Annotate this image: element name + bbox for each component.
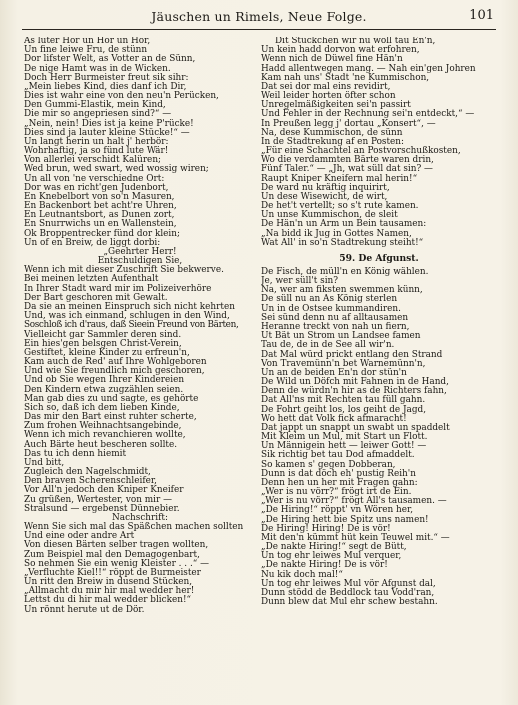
text-line: Raupt Kniper Kneifern mal herin!“ bbox=[261, 173, 418, 184]
text-line: In Preußen legg j' dortau „Konsert“, — bbox=[261, 118, 436, 129]
text-line: Hadd allentwegen mang. — Nah ein'gen Johren bbox=[261, 63, 476, 74]
text-line: Wenn ich mich revanchieren wollte, bbox=[24, 430, 186, 441]
text-line: In de Stadtrekung af en Posten: bbox=[261, 136, 405, 147]
text-line: Dies sind ja lauter kleine Stücke!“ — bbox=[24, 127, 190, 138]
text-line: Un an de beiden En'n dor stün'n bbox=[261, 367, 407, 378]
text-line: Soschloß ich d'raus, daß Sieein Freund von Bärten, bbox=[24, 320, 239, 331]
text-line: Und eine oder andre Art bbox=[24, 531, 135, 542]
text-line: Zu grüßen, Wertester, von mir — bbox=[24, 494, 172, 505]
text-line: Un tog ehr leiwes Mul vör Afgunst dal, bbox=[261, 578, 436, 589]
text-line: Mit Kleim un Mul, mit Start un Flott. bbox=[261, 432, 428, 443]
text-line: Die mir so angepriesen sind?“ — bbox=[24, 109, 172, 120]
text-line: „Wer is nu vörr?“ frögt irt de Ein. bbox=[261, 487, 412, 498]
text-line: Sich so, daß ich dem lieben Kinde, bbox=[24, 402, 180, 413]
text-line: Stralsund — ergebenst Dünnebier. bbox=[24, 503, 180, 514]
text-line: „De nakte Hiring!“ segt de Bütt, bbox=[261, 542, 407, 553]
running-title: Jäuschen un Rimels, Neue Folge. bbox=[151, 9, 367, 24]
text-line: Na, dese Kummischon, de sünn bbox=[261, 127, 403, 138]
text-line: De Hän'n un Arm un Bein tausamen: bbox=[261, 219, 427, 230]
text-line: Un in de Ostsee kummandiren. bbox=[261, 303, 401, 314]
text-line: „De Hiring hett bie Spitz uns namen! bbox=[261, 514, 429, 525]
text-line: Und bitt, bbox=[24, 457, 65, 468]
page-header bbox=[22, 7, 496, 30]
text-line: Gestiftet, kleine Kinder zu erfreun'n, bbox=[24, 347, 190, 358]
text-line: Wat All' in so'n Stadtrekung steiht!“ bbox=[261, 237, 424, 248]
text-line: De ward nu kräftig inquirirt, bbox=[261, 182, 390, 193]
text-line: „Wer is nu vörr?“ frögt All's tausamen. — bbox=[261, 496, 447, 507]
text-line: Den braven Scherenschleifer, bbox=[24, 476, 157, 487]
text-line: Dor was en richt'gen Judenbort, bbox=[24, 182, 169, 193]
text-line: Vor All'n jedoch den Kniper Kneifer bbox=[24, 485, 184, 496]
text-line: Das mir den Bart einst ruhter scherte, bbox=[24, 412, 197, 423]
text-line: En Leutnantsbort, as Dunen zort, bbox=[24, 210, 175, 221]
text-line: Auch Bärte heut bescheren sollte. bbox=[24, 439, 178, 450]
text-line: Un Männigein hett — leiwer Gott! — bbox=[261, 441, 427, 452]
text-line: En Backenbort bet acht're Uhren, bbox=[24, 201, 177, 212]
text-line: So kamen s' gegen Dobberan, bbox=[261, 459, 396, 470]
text-line: Den Kindern etwa zugzählen seien. bbox=[24, 384, 184, 395]
text-line: Von diesen Bärten selber tragen wollten, bbox=[24, 540, 209, 551]
text-line: Der Bart geschoren mit Gewalt. bbox=[24, 292, 168, 303]
text-line: De Wild un Döfch mit Fahnen in de Hand, bbox=[261, 377, 449, 388]
text-line: Un unse Kummischon, de sleit bbox=[261, 210, 398, 221]
text-line: Wenn nich de Düwel fine Hän'n bbox=[261, 54, 403, 65]
text-line: Von Travemünn'n bet Warnemünn'n, bbox=[261, 358, 426, 369]
text-line: Ein hies'gen belsgen Christ-Verein, bbox=[24, 338, 182, 349]
text-line: „De nakte Hiring! De is vör! bbox=[261, 560, 388, 571]
text-line: Und wie Sie freundlich mich geschoren, bbox=[24, 366, 205, 377]
text-line: Lettst du di hir mal wedder blicken!“ bbox=[24, 595, 192, 606]
page-number: 101 bbox=[469, 8, 494, 23]
text-line: Heranne treckt von nah un fiern, bbox=[261, 321, 410, 332]
text-line: As luter Hor un Hor un Hor, bbox=[24, 37, 151, 46]
text-line: Dunn is dat döch eh' pustig Reih'n bbox=[261, 468, 416, 479]
text-line: Zugleich den Nagelschmidt, bbox=[24, 467, 151, 478]
text-line: Dat jappt un snappt un swabt un spaddelt bbox=[261, 422, 450, 433]
text-line: Den Gummi-Elastik, mein Kind, bbox=[24, 100, 166, 111]
text-line: Nu kik doch mal!“ bbox=[261, 569, 343, 580]
text-line: Das tu ich denn hiemit bbox=[24, 448, 127, 459]
text-line: En Knebelbort von so'n Masuren, bbox=[24, 191, 175, 202]
text-line: „De Hiring!“ röppt' vn Wören her, bbox=[261, 505, 414, 516]
text-line: Zum Beispiel mal den Demagogenbart, bbox=[24, 549, 200, 560]
text-line: „Mein liebes Kind, dies danf ich Dir, bbox=[24, 81, 187, 92]
text-line: „Na bidd ik Jug in Gottes Namen, bbox=[261, 228, 412, 239]
text-line: Fünf Taler.“ — „Jh, wat süll dat sin? — bbox=[261, 164, 433, 175]
text-line: Ok Broppentrecker fünd dor klein; bbox=[24, 228, 180, 239]
text-line: Dunn blew dat Mul ehr schew bestahn. bbox=[261, 597, 438, 608]
text-line: Un all von 'ne verschiedne Ort: bbox=[24, 173, 165, 184]
text-line: Dit Stückchen wir nu woll tau En'n, bbox=[275, 37, 436, 46]
text-line: Kam auch de Red' auf Ihre Wohlgeboren bbox=[24, 357, 207, 368]
section-heading: 59. De Afgunst. bbox=[339, 252, 419, 264]
text-line: Vielleicht gar Sammler deren sind. bbox=[24, 329, 182, 340]
text-line: Bei meinen letzten Aufenthalt bbox=[24, 274, 159, 285]
text-line: Wed brun, wed swart, wed wossig wiren; bbox=[24, 164, 209, 175]
text-line: Zum frohen Weihnachtsangebinde, bbox=[24, 421, 182, 432]
right-text-column bbox=[261, 37, 497, 607]
text-line: Entschuldigen Sie, bbox=[97, 256, 183, 267]
left-text-column bbox=[24, 37, 256, 615]
text-line: Dat Mal würd prickt entlang den Strand bbox=[261, 349, 443, 360]
text-line: De Fisch, de müll'n en König wählen. bbox=[261, 266, 429, 277]
text-line: Da sie an meinen Einspruch sich nicht kehrten bbox=[24, 301, 235, 312]
text-line: Denn de würdn'n hir as de Richters fahn, bbox=[261, 386, 447, 397]
text-line: Sik richtig bet tau Dod afmaddelt. bbox=[261, 450, 415, 461]
text-line: Un fine leiwe Fru, de stünn bbox=[24, 45, 148, 56]
text-line: Un tog ehr leiwes Mul verquer, bbox=[261, 551, 402, 562]
text-line: Unregelmäßigkeiten sei'n passirt bbox=[261, 100, 411, 111]
text-line: In Ihrer Stadt ward mir im Polizeiverhöre bbox=[24, 283, 212, 294]
text-line: Je, wer süll't sin? bbox=[261, 276, 339, 287]
text-line: Dat All'ns mit Rechten tau füll gahn. bbox=[261, 395, 426, 406]
text-line: Kam nah uns' Stadt 'ne Kummischon, bbox=[261, 72, 430, 83]
text-line: „Geehrter Herr! bbox=[103, 246, 177, 257]
text-line: Von allerlei verschidt Kalüren; bbox=[24, 155, 162, 166]
text-line: Sei sünd denn nu af alltausamen bbox=[261, 312, 409, 323]
text-line: De Fohrt geiht los, los geiht de Jagd, bbox=[261, 404, 427, 415]
text-line: „Allmacht du mir hir mal wedder her! bbox=[24, 586, 195, 597]
text-line: Ut Bät un Strom un Landsee famen bbox=[261, 331, 421, 342]
text-line: Wenn ich mit dieser Zuschrift Sie bekwerve. bbox=[24, 265, 224, 276]
text-line: Un dese Wisewicht, de wirt, bbox=[261, 191, 388, 202]
text-line: Wohrhaftig, ja so fünd lute Wär! bbox=[24, 146, 169, 157]
text-line: So nehmen Sie ein wenig Kleister . . .“ — bbox=[24, 558, 209, 569]
text-line: Wenn Sie sich mal das Späßchen machen sollten bbox=[24, 522, 244, 533]
text-line: Mit den'n kümmt hüt kein Teuwel mit.“ — bbox=[261, 532, 450, 543]
text-line: De süll nu an As König sterlen bbox=[261, 294, 398, 305]
text-line: „Für eine Schachtel an Postvorschußkosten, bbox=[261, 146, 461, 157]
text-line: „Nein, nein! Dies ist ja keine P'rücke! bbox=[24, 118, 194, 129]
text-line: Un langt herin un halt j' herbör: bbox=[24, 136, 169, 147]
text-line: „Verfluchte Kiel!!“ röppt de Burmeister bbox=[24, 567, 201, 578]
text-line: Wo hett dat Volk fick afmaracht! bbox=[261, 413, 407, 424]
text-line: Dunn stödd de Beddlock tau Vodd'ran, bbox=[261, 587, 435, 598]
text-line: Un kein hadd dorvon wat erfohren, bbox=[261, 45, 420, 56]
text-line: De nige Hamt was in de Wicken. bbox=[24, 63, 171, 74]
text-line: Und Fehler in der Rechnung sei'n entdeckt,“ — bbox=[261, 109, 475, 120]
text-line: Denn hen un her mit Fragen gahn: bbox=[261, 477, 418, 488]
text-line: Weil leider horten öfter schon bbox=[261, 91, 396, 102]
text-line: Man gab dies zu und sagte, es gehörte bbox=[24, 393, 199, 404]
text-line: Wo die verdammten Bärte waren drin, bbox=[261, 155, 434, 166]
text-line: Und, was ich einmand, schlugen in den Wind, bbox=[24, 311, 230, 322]
text-line: Dor lifster Welt, as Votter an de Sünn, bbox=[24, 54, 196, 65]
text-line: Un of en Breiw, de liggt dorbi: bbox=[24, 237, 161, 248]
text-line: Un ritt den Breiw in dusend Stücken, bbox=[24, 577, 193, 588]
text-line: Un rönnt herute ut de Dör. bbox=[24, 604, 145, 615]
text-line: Doch Herr Burmeister freut sik sihr: bbox=[24, 72, 189, 83]
text-line: Und ob Sie wegen Ihrer Kindereien bbox=[24, 375, 185, 386]
text-line: Nachschrift: bbox=[112, 512, 168, 523]
text-line: De het't vertellt; so s't rute kamen. bbox=[261, 201, 419, 212]
text-line: En Snurrwichs un en Wallenstein, bbox=[24, 219, 177, 230]
text-line: Dat sei dor mal eins revidirt, bbox=[261, 81, 391, 92]
text-line: Na, wer am fiksten swemmen künn, bbox=[261, 285, 423, 296]
text-line: Dies ist wahr eine von den neu'n Perücken, bbox=[24, 91, 219, 102]
text-line: Tau de, de in de See all wir'n. bbox=[261, 340, 395, 351]
text-line: De Hiring! Hiring! De is vör! bbox=[261, 523, 391, 534]
